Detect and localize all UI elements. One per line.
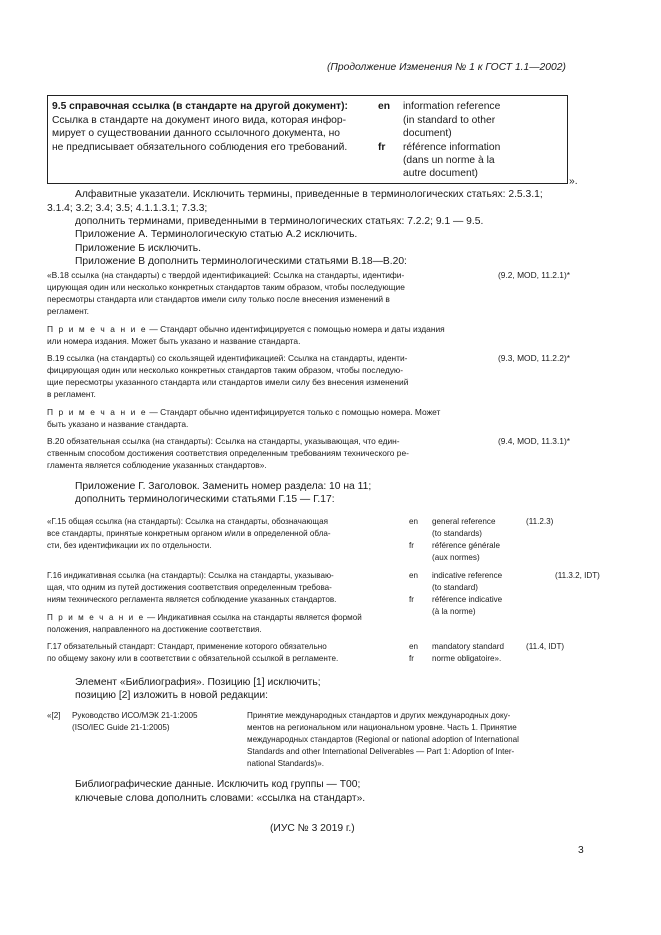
v18-note-line-2: или номера издания. Может быть указано и название стандарта.: [47, 336, 301, 346]
v20-ref: (9.4, MOD, 11.3.1)*: [498, 436, 570, 446]
equiv-line-1: information reference: [403, 101, 501, 112]
v18-line-1: «В.18 ссылка (на стандарты) с твердой идентификацией: Ссылка на стандарты, идентифи-: [47, 270, 405, 280]
term-95-def-2: мирует о существовании данного ссылочного документа, но: [52, 128, 340, 139]
bib-entry-left-2: (ISO/IEC Guide 21-1:2005): [72, 723, 170, 732]
v20-line-3: гламента является соблюдение указанных стандартов».: [47, 460, 267, 470]
g16-equiv-3: référence indicative: [432, 595, 503, 604]
g16-note-label: П р и м е ч а н и е: [47, 613, 145, 622]
g16-ref: (11.3.2, IDT): [555, 571, 600, 580]
g15-fr: fr: [409, 541, 414, 550]
v19-line-3: щие пересмотры указанного стандарта или стандартов имели силу без внесения изменений: [47, 377, 409, 387]
v18-note-line-1: [47, 324, 445, 335]
g16-line-2: щая, что одним из путей достижения соответствия определенным требова-: [47, 583, 332, 592]
biblio-line-2: позицию [2] изложить в новой редакции:: [75, 690, 269, 701]
biblio-line-1: Элемент «Библиография». Позицию [1] исключить;: [75, 677, 321, 688]
v18-line-4: регламент.: [47, 306, 90, 316]
g16-note-line-2: положения, направленного на достижение соответствия.: [47, 625, 262, 634]
lang-en: en: [378, 101, 391, 112]
g15-line-3: сти, без идентификации их по отдельности.: [47, 541, 212, 550]
g16-equiv-4: (à la norme): [432, 607, 476, 616]
g16-note-text-1: — Индикативная ссылка на стандарты является формой: [144, 613, 362, 622]
g15-line-1: «Г.15 общая ссылка (на стандарты): Ссылка на стандарты, обозначающая: [47, 517, 328, 526]
equiv-line-3: document): [403, 128, 452, 139]
equiv-line-6: autre document): [403, 168, 478, 179]
v18-ref: (9.2, MOD, 11.2.1)*: [498, 270, 570, 280]
g17-equiv-2: norme obligatoire».: [432, 654, 502, 663]
intro-line-2: 3.1.4; 3.2; 3.4; 3.5; 4.1.1.3.1; 7.3.3;: [47, 203, 208, 214]
g17-fr: fr: [409, 654, 414, 663]
equiv-line-5: (dans un norme à la: [403, 155, 495, 166]
bib-entry-right-3: международных стандартов (Regional or national adoption of International: [247, 735, 519, 744]
box-closing: ».: [569, 176, 578, 187]
g17-ref: (11.4, IDT): [526, 642, 565, 651]
g15-equiv-4: (aux normes): [432, 553, 480, 562]
appendix-g-line-2: дополнить терминологическими статьями Г.15 — Г.17:: [75, 494, 335, 505]
g15-equiv-2: (to standards): [432, 529, 482, 538]
v18-line-3: пересмотры стандарта или стандартов имели силу только после внесения изменений в: [47, 294, 390, 304]
v19-note-label: П р и м е ч а н и е: [47, 407, 148, 417]
v19-note-text-1: — Стандарт обычно идентифицируется только с помощью номера. Может: [147, 407, 441, 417]
g16-line-1: Г.16 индикативная ссылка (на стандарты): Ссылка на стандарты, указываю-: [47, 571, 334, 580]
g15-line-2: все стандарты, принятые конкретным органом и/или в определенной обла-: [47, 529, 331, 538]
g16-equiv-1: indicative reference: [432, 571, 503, 580]
g16-line-3: ниям технического регламента является соблюдение указанных стандартов.: [47, 595, 337, 604]
bib-entry-right-2: ментов на региональном или национальном уровне. Часть 1. Принятие: [247, 723, 517, 732]
g17-equiv-1: mandatory standard: [432, 642, 504, 651]
term-95-title: 9.5 справочная ссылка (в стандарте на другой документ):: [52, 101, 348, 112]
v18-line-2: цирующая один или несколько конкретных стандартов таким образом, чтобы последующие: [47, 282, 405, 292]
appendix-g-line-1: Приложение Г. Заголовок. Заменить номер раздела: 10 на 11;: [75, 481, 372, 492]
v18-note-label: П р и м е ч а н и е: [47, 324, 148, 334]
g16-equiv-2: (to standard): [432, 583, 478, 592]
g16-note-line-1: [47, 612, 362, 623]
biblio-data-line-2: ключевые слова дополнить словами: «ссылка на стандарт».: [75, 793, 366, 804]
v20-line-2: ственным способом достижения соответствия определенным требованиям технического ре-: [47, 448, 409, 458]
page-number: 3: [578, 845, 584, 856]
v20-line-1: В.20 обязательная ссылка (на стандарты): Ссылка на стандарты, указывающая, что един-: [47, 436, 400, 446]
v19-note-line-1: [47, 407, 440, 418]
g17-en: en: [409, 642, 419, 651]
equiv-line-4: référence information: [403, 142, 501, 153]
g15-ref: (11.2.3): [526, 517, 554, 526]
v19-line-2: фицирующая один или несколько конкретных стандартов таким образом, чтобы последую-: [47, 365, 403, 375]
intro-line-5: Приложение Б исключить.: [75, 243, 201, 254]
intro-line-1: Алфавитные указатели. Исключить термины, приведенные в терминологических статьях: 2.5.3.1;: [75, 189, 543, 200]
source-note: (ИУС № 3 2019 г.): [270, 823, 355, 834]
term-95-def-3: не предписывает обязательного соблюдения его требований.: [52, 142, 348, 153]
v19-line-1: В.19 ссылка (на стандарты) со скользящей идентификацией: Ссылка на стандарты, иденти-: [47, 353, 408, 363]
term-95-def-1: Ссылка в стандарте на документ иного вида, которая инфор-: [52, 115, 347, 126]
bib-entry-right-4: Standards and other International Deliverables — Part 1: Adoption of Inter-: [247, 747, 515, 756]
intro-line-3: дополнить терминами, приведенными в терминологических статьях: 7.2.2; 9.1 — 9.5.: [75, 216, 484, 227]
intro-line-4: Приложение А. Терминологическую статью А.2 исключить.: [75, 229, 358, 240]
bib-entry-right-5: national Standards)».: [247, 759, 324, 768]
bib-entry-left-1: Руководство ИСО/МЭК 21-1:2005: [72, 711, 198, 720]
g15-equiv-3: référence générale: [432, 541, 500, 550]
g17-line-1: Г.17 обязательный стандарт: Стандарт, применение которого обязательно: [47, 642, 327, 651]
g17-line-2: по общему закону или в соответствии с обязательной ссылкой в регламенте.: [47, 654, 339, 663]
lang-fr: fr: [378, 142, 386, 153]
g15-equiv-1: general reference: [432, 517, 496, 526]
intro-line-6: Приложение В дополнить терминологическими статьями В.18—В.20:: [75, 256, 407, 267]
g15-en: en: [409, 517, 419, 526]
g16-en: en: [409, 571, 419, 580]
v19-line-4: в регламент.: [47, 389, 96, 399]
continuation-header: (Продолжение Изменения № 1 к ГОСТ 1.1—2002): [327, 62, 566, 73]
bib-entry-num: «[2]: [47, 711, 61, 720]
v18-note-text-1: — Стандарт обычно идентифицируется с помощью номера и даты издания: [147, 324, 445, 334]
v19-note-line-2: быть указано и название стандарта.: [47, 419, 189, 429]
bib-entry-right-1: Принятие международных стандартов и других международных доку-: [247, 711, 511, 720]
v19-ref: (9.3, MOD, 11.2.2)*: [498, 353, 570, 363]
equiv-line-2: (in standard to other: [403, 115, 496, 126]
g16-fr: fr: [409, 595, 414, 604]
biblio-data-line-1: Библиографические данные. Исключить код группы — Т00;: [75, 779, 361, 790]
